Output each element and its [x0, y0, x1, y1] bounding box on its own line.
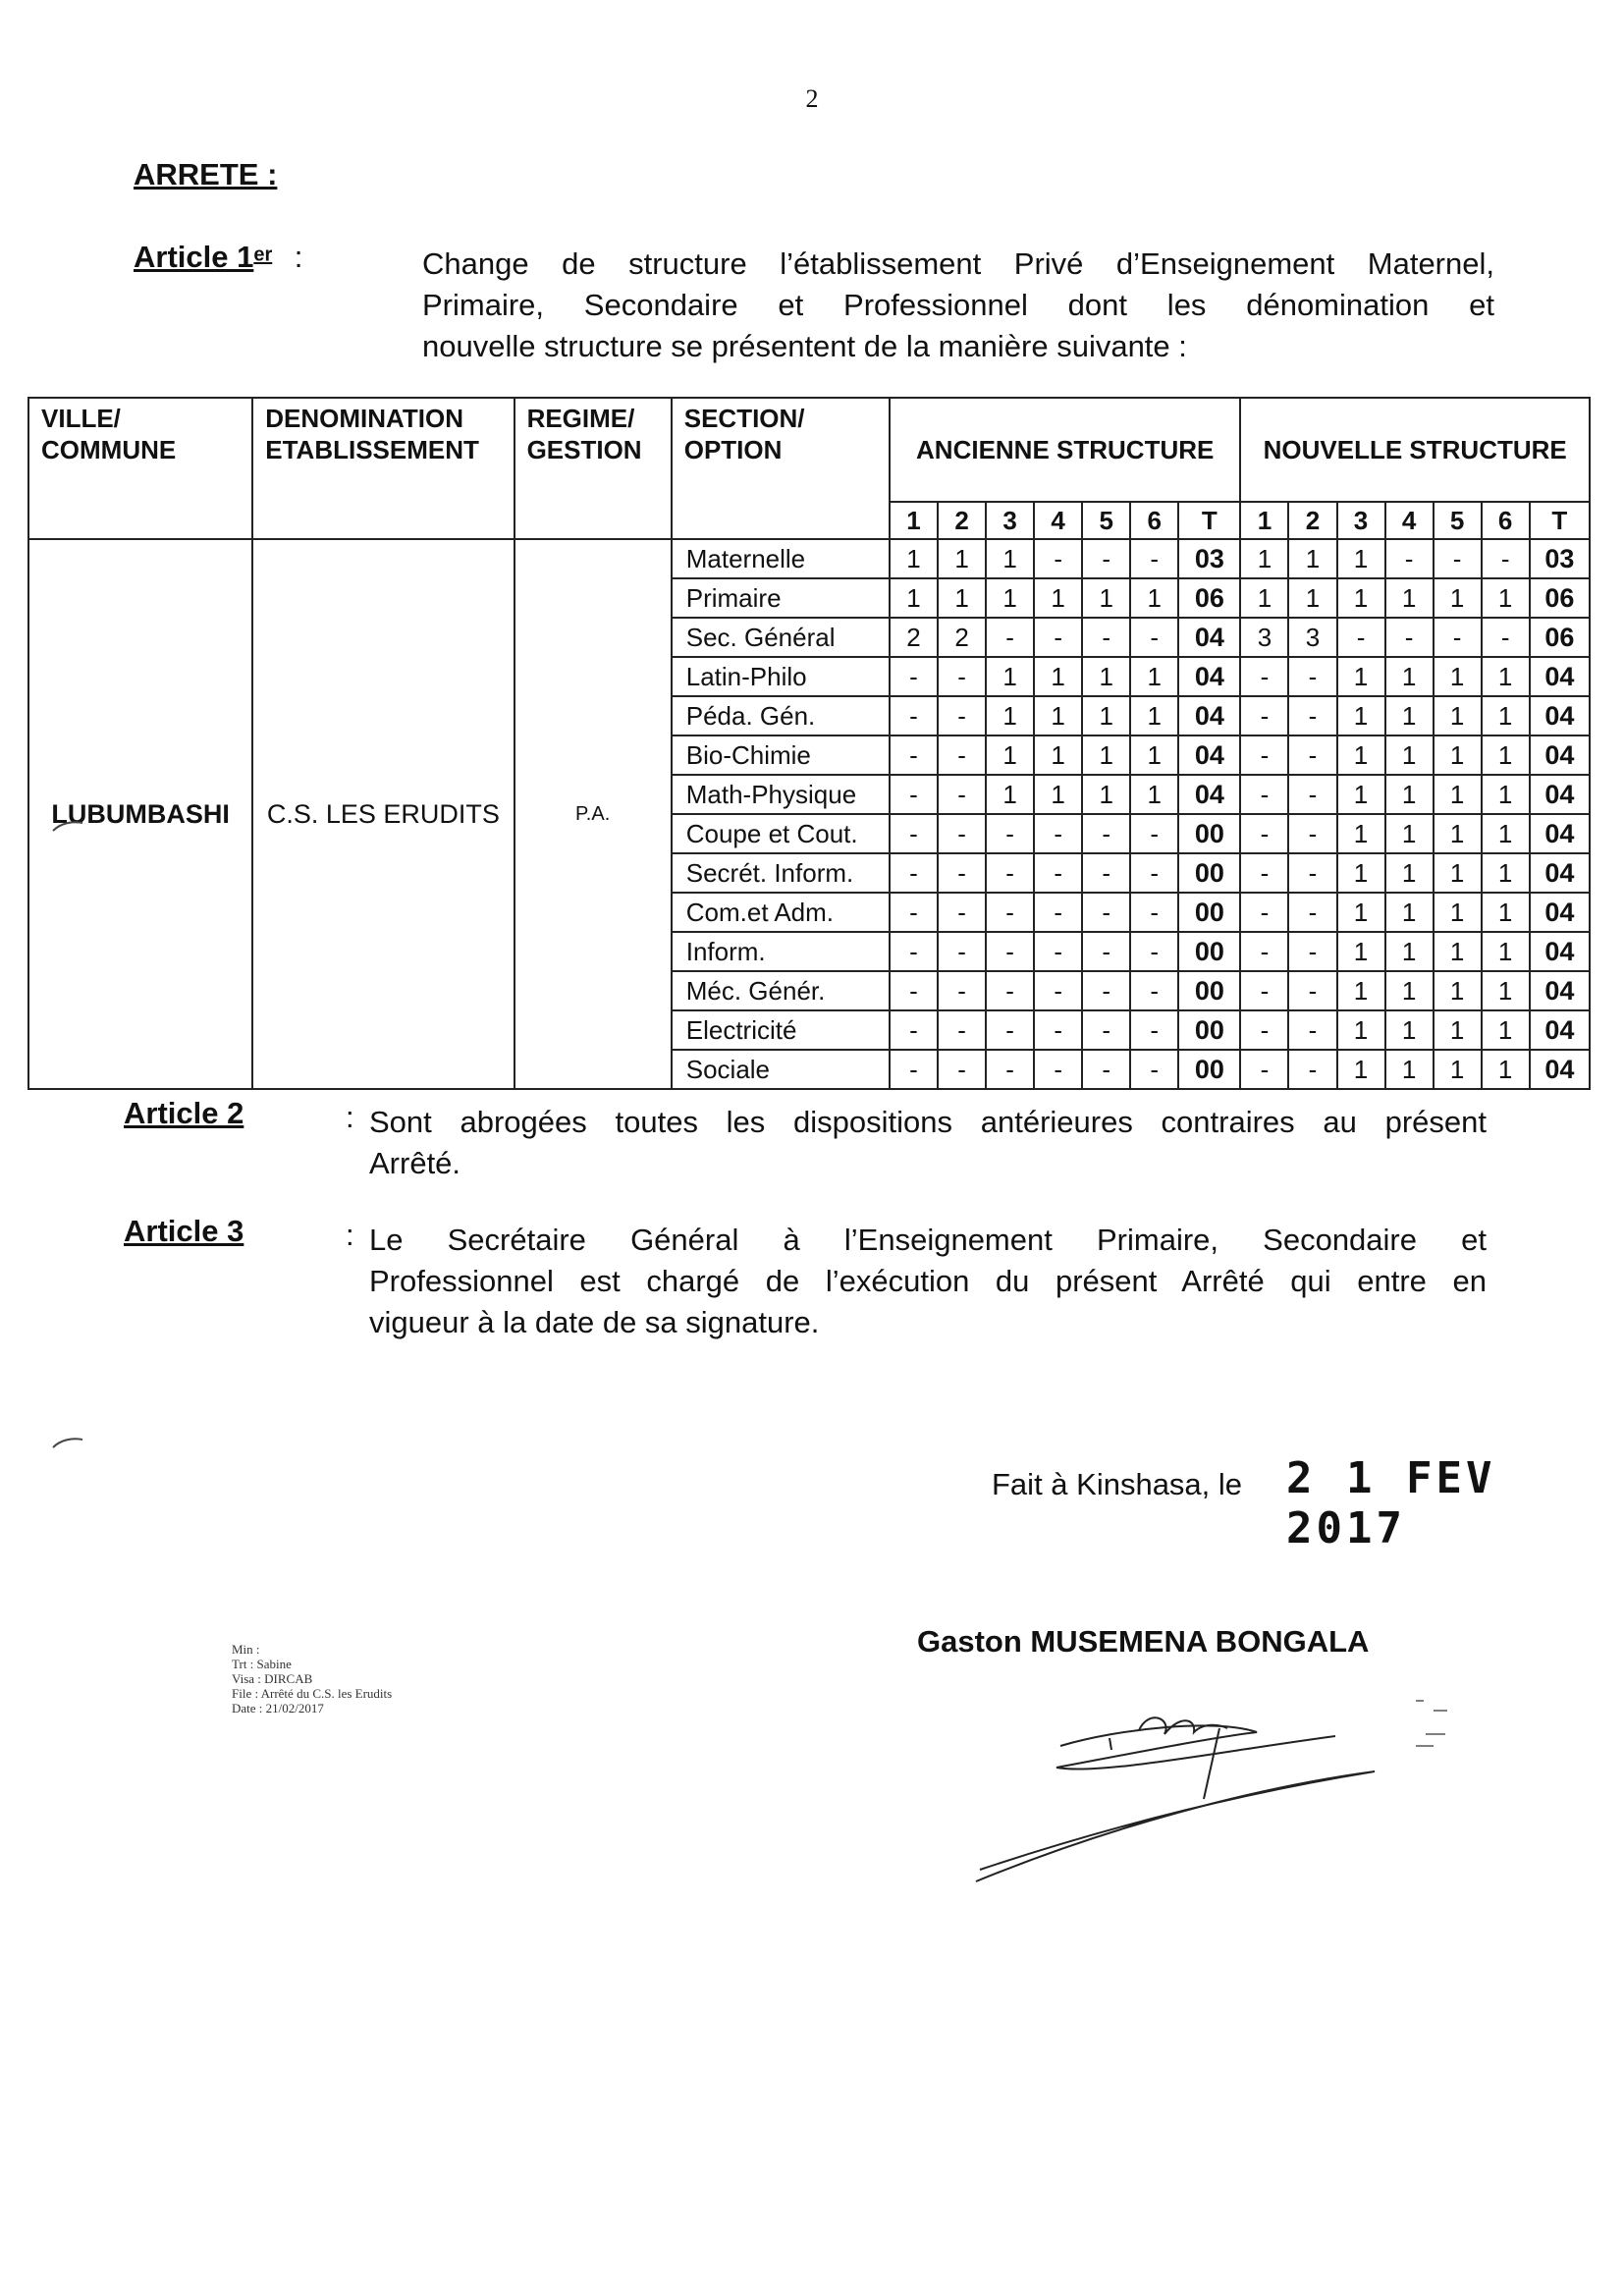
ancienne-total-cell: 04: [1178, 735, 1240, 775]
nouvelle-class-cell: -: [1240, 814, 1288, 853]
ancienne-class-cell: -: [1034, 893, 1082, 932]
article-2-line: Arrêté.: [369, 1146, 461, 1180]
ancienne-class-cell: 1: [986, 696, 1034, 735]
ancienne-class-cell: -: [1034, 539, 1082, 578]
header-denomination: DENOMINATION ETABLISSEMENT: [252, 398, 514, 539]
article-1-text: [422, 244, 1494, 367]
ancienne-class-cell: -: [938, 775, 986, 814]
nouvelle-total-cell: 04: [1530, 696, 1590, 735]
nouvelle-class-cell: 1: [1337, 814, 1385, 853]
ancienne-class-cell: -: [890, 893, 938, 932]
ancienne-class-cell: -: [1034, 1010, 1082, 1050]
nouvelle-class-cell: 1: [1434, 657, 1482, 696]
ville-cell: LUBUMBASHI: [28, 539, 252, 1089]
nouvelle-class-cell: 1: [1434, 1010, 1482, 1050]
nouvelle-class-cell: -: [1288, 775, 1336, 814]
nouvelle-class-cell: 1: [1337, 893, 1385, 932]
class-number-header: 6: [1130, 502, 1178, 539]
nouvelle-class-cell: -: [1288, 853, 1336, 893]
article-1-line: nouvelle structure se présentent de la manière suivante :: [422, 329, 1187, 363]
nouvelle-total-cell: 04: [1530, 932, 1590, 971]
nouvelle-class-cell: -: [1288, 1050, 1336, 1089]
nouvelle-class-cell: 1: [1482, 1050, 1530, 1089]
nouvelle-total-cell: 04: [1530, 1010, 1590, 1050]
ancienne-total-cell: 04: [1178, 696, 1240, 735]
nouvelle-class-cell: 1: [1337, 853, 1385, 893]
nouvelle-total-cell: 04: [1530, 775, 1590, 814]
ancienne-class-cell: -: [1130, 814, 1178, 853]
nouvelle-total-cell: 04: [1530, 1050, 1590, 1089]
nouvelle-class-cell: 1: [1337, 971, 1385, 1010]
nouvelle-class-cell: -: [1288, 735, 1336, 775]
section-cell: Inform.: [672, 932, 890, 971]
nouvelle-class-cell: 1: [1434, 696, 1482, 735]
ancienne-class-cell: -: [986, 1050, 1034, 1089]
signoff-place: Fait à Kinshasa, le: [992, 1467, 1243, 1501]
nouvelle-class-cell: -: [1385, 618, 1434, 657]
nouvelle-class-cell: -: [1240, 853, 1288, 893]
nouvelle-class-cell: 1: [1385, 578, 1434, 618]
article-3-label: Article 3: [124, 1214, 244, 1248]
ancienne-class-cell: 1: [1034, 735, 1082, 775]
ancienne-class-cell: -: [890, 735, 938, 775]
nouvelle-class-cell: -: [1288, 932, 1336, 971]
class-number-header: 2: [938, 502, 986, 539]
nouvelle-class-cell: 1: [1385, 696, 1434, 735]
section-cell: Math-Physique: [672, 775, 890, 814]
article-1-colon: :: [294, 240, 303, 274]
nouvelle-class-cell: 1: [1482, 578, 1530, 618]
class-number-header: 4: [1034, 502, 1082, 539]
nouvelle-class-cell: -: [1482, 618, 1530, 657]
header-regime-gestion: REGIME/ GESTION: [514, 398, 672, 539]
ancienne-class-cell: -: [1130, 1050, 1178, 1089]
ancienne-class-cell: -: [1034, 1050, 1082, 1089]
nouvelle-class-cell: 1: [1482, 893, 1530, 932]
nouvelle-class-cell: 1: [1337, 657, 1385, 696]
ancienne-class-cell: -: [938, 971, 986, 1010]
nouvelle-class-cell: 1: [1385, 775, 1434, 814]
article-3-text: [369, 1220, 1487, 1343]
ancienne-class-cell: 1: [1034, 657, 1082, 696]
ancienne-class-cell: -: [986, 853, 1034, 893]
ancienne-total-cell: 00: [1178, 932, 1240, 971]
class-number-header: T: [1178, 502, 1240, 539]
ancienne-class-cell: -: [1130, 932, 1178, 971]
signatory-name: Gaston MUSEMENA BONGALA: [917, 1624, 1370, 1659]
class-number-header: 5: [1082, 502, 1130, 539]
section-cell: Maternelle: [672, 539, 890, 578]
article-1-superscript: er: [253, 244, 273, 266]
ancienne-class-cell: 1: [1130, 578, 1178, 618]
ancienne-class-cell: 1: [1082, 775, 1130, 814]
ancienne-class-cell: -: [1082, 893, 1130, 932]
ancienne-class-cell: -: [986, 932, 1034, 971]
nouvelle-class-cell: -: [1288, 1010, 1336, 1050]
nouvelle-total-cell: 04: [1530, 971, 1590, 1010]
nouvelle-class-cell: 1: [1337, 735, 1385, 775]
ancienne-class-cell: 1: [986, 735, 1034, 775]
nouvelle-class-cell: 1: [1337, 1050, 1385, 1089]
nouvelle-class-cell: 1: [1385, 1010, 1434, 1050]
denomination-cell: C.S. LES ERUDITS: [252, 539, 514, 1089]
ancienne-class-cell: 1: [890, 578, 938, 618]
class-number-header: 5: [1434, 502, 1482, 539]
ancienne-total-cell: 04: [1178, 618, 1240, 657]
class-number-header: 2: [1288, 502, 1336, 539]
ancienne-class-cell: -: [938, 1010, 986, 1050]
ancienne-class-cell: 1: [890, 539, 938, 578]
article-3-line: vigueur à la date de sa signature.: [369, 1305, 820, 1339]
ancienne-total-cell: 00: [1178, 814, 1240, 853]
ancienne-total-cell: 00: [1178, 853, 1240, 893]
nouvelle-class-cell: -: [1288, 893, 1336, 932]
nouvelle-class-cell: 1: [1482, 853, 1530, 893]
section-cell: Coupe et Cout.: [672, 814, 890, 853]
nouvelle-class-cell: 1: [1337, 1010, 1385, 1050]
section-cell: Primaire: [672, 578, 890, 618]
ancienne-class-cell: 1: [1034, 578, 1082, 618]
ancienne-class-cell: -: [1130, 971, 1178, 1010]
nouvelle-class-cell: -: [1240, 893, 1288, 932]
ancienne-class-cell: -: [1130, 893, 1178, 932]
nouvelle-class-cell: 1: [1337, 578, 1385, 618]
nouvelle-class-cell: 1: [1434, 578, 1482, 618]
nouvelle-class-cell: 1: [1482, 814, 1530, 853]
nouvelle-class-cell: 1: [1482, 696, 1530, 735]
nouvelle-class-cell: 1: [1240, 578, 1288, 618]
ancienne-class-cell: -: [986, 618, 1034, 657]
nouvelle-total-cell: 04: [1530, 735, 1590, 775]
ancienne-total-cell: 00: [1178, 1010, 1240, 1050]
nouvelle-class-cell: 1: [1434, 971, 1482, 1010]
nouvelle-class-cell: -: [1288, 814, 1336, 853]
ancienne-class-cell: 1: [1130, 735, 1178, 775]
ancienne-class-cell: -: [1082, 1050, 1130, 1089]
ancienne-class-cell: -: [1082, 932, 1130, 971]
nouvelle-class-cell: 1: [1385, 853, 1434, 893]
nouvelle-class-cell: 1: [1337, 539, 1385, 578]
ancienne-class-cell: -: [1034, 971, 1082, 1010]
section-cell: Sociale: [672, 1050, 890, 1089]
ancienne-class-cell: -: [890, 775, 938, 814]
ancienne-class-cell: -: [1034, 853, 1082, 893]
section-cell: Bio-Chimie: [672, 735, 890, 775]
ancienne-class-cell: -: [1082, 1010, 1130, 1050]
nouvelle-class-cell: 1: [1385, 893, 1434, 932]
nouvelle-class-cell: 1: [1288, 539, 1336, 578]
ancienne-class-cell: 1: [986, 578, 1034, 618]
ancienne-class-cell: 2: [938, 618, 986, 657]
nouvelle-class-cell: -: [1240, 735, 1288, 775]
ancienne-class-cell: 1: [1082, 578, 1130, 618]
nouvelle-class-cell: 1: [1240, 539, 1288, 578]
scan-mark: [49, 817, 88, 837]
ancienne-class-cell: 1: [1082, 657, 1130, 696]
ancienne-class-cell: -: [1082, 539, 1130, 578]
article-2-line: Sont abrogées toutes les dispositions antérieures contraires au présent: [369, 1105, 1487, 1139]
class-number-header: 3: [986, 502, 1034, 539]
class-number-header: 1: [890, 502, 938, 539]
ancienne-class-cell: 1: [1130, 696, 1178, 735]
article-1-line: Change de structure l’établissement Privé d’Enseignement Maternel,: [422, 246, 1494, 281]
nouvelle-class-cell: 1: [1482, 971, 1530, 1010]
article-3-colon: :: [346, 1218, 354, 1252]
ancienne-class-cell: -: [986, 971, 1034, 1010]
ancienne-class-cell: -: [890, 853, 938, 893]
section-cell: Electricité: [672, 1010, 890, 1050]
nouvelle-class-cell: -: [1288, 696, 1336, 735]
ancienne-class-cell: -: [938, 893, 986, 932]
class-number-header: 1: [1240, 502, 1288, 539]
nouvelle-class-cell: 3: [1288, 618, 1336, 657]
ancienne-class-cell: 1: [1082, 696, 1130, 735]
section-cell: Péda. Gén.: [672, 696, 890, 735]
ancienne-class-cell: -: [986, 1010, 1034, 1050]
article-3-line: Professionnel est chargé de l’exécution du présent Arrêté qui entre en: [369, 1264, 1487, 1298]
nouvelle-class-cell: 1: [1434, 893, 1482, 932]
page-number: 2: [805, 84, 819, 113]
nouvelle-class-cell: 1: [1434, 932, 1482, 971]
nouvelle-total-cell: 06: [1530, 618, 1590, 657]
nouvelle-class-cell: 1: [1482, 932, 1530, 971]
ancienne-class-cell: -: [938, 735, 986, 775]
ancienne-class-cell: -: [1034, 618, 1082, 657]
nouvelle-class-cell: -: [1240, 775, 1288, 814]
table-row: [28, 539, 1590, 578]
nouvelle-class-cell: -: [1434, 539, 1482, 578]
ancienne-class-cell: 1: [1082, 735, 1130, 775]
ancienne-class-cell: -: [938, 1050, 986, 1089]
ancienne-class-cell: -: [1130, 539, 1178, 578]
nouvelle-class-cell: 1: [1337, 932, 1385, 971]
nouvelle-class-cell: 1: [1385, 932, 1434, 971]
nouvelle-class-cell: 1: [1337, 696, 1385, 735]
memo-block: [232, 1642, 392, 1715]
class-number-header: 4: [1385, 502, 1434, 539]
memo-line: Min :: [232, 1642, 260, 1657]
section-cell: Méc. Génér.: [672, 971, 890, 1010]
nouvelle-class-cell: -: [1288, 971, 1336, 1010]
ancienne-class-cell: -: [938, 696, 986, 735]
nouvelle-class-cell: 1: [1385, 1050, 1434, 1089]
section-cell: Secrét. Inform.: [672, 853, 890, 893]
ancienne-total-cell: 06: [1178, 578, 1240, 618]
nouvelle-class-cell: -: [1385, 539, 1434, 578]
ancienne-total-cell: 04: [1178, 775, 1240, 814]
ancienne-total-cell: 04: [1178, 657, 1240, 696]
section-cell: Com.et Adm.: [672, 893, 890, 932]
ancienne-class-cell: -: [1130, 1010, 1178, 1050]
nouvelle-class-cell: -: [1240, 932, 1288, 971]
section-cell: Sec. Général: [672, 618, 890, 657]
ancienne-class-cell: -: [890, 971, 938, 1010]
nouvelle-class-cell: -: [1288, 657, 1336, 696]
nouvelle-total-cell: 06: [1530, 578, 1590, 618]
ancienne-class-cell: -: [1034, 814, 1082, 853]
ancienne-class-cell: -: [986, 893, 1034, 932]
scan-mark: [49, 1434, 88, 1453]
structure-table-body: [28, 539, 1590, 1089]
memo-line: Trt : Sabine: [232, 1657, 292, 1671]
nouvelle-class-cell: 3: [1240, 618, 1288, 657]
header-ancienne-structure: ANCIENNE STRUCTURE: [890, 398, 1240, 502]
ancienne-class-cell: -: [1130, 618, 1178, 657]
nouvelle-class-cell: -: [1240, 657, 1288, 696]
ancienne-class-cell: 1: [1130, 775, 1178, 814]
section-cell: Latin-Philo: [672, 657, 890, 696]
ancienne-class-cell: -: [890, 932, 938, 971]
ancienne-class-cell: 1: [938, 578, 986, 618]
nouvelle-class-cell: 1: [1434, 735, 1482, 775]
ancienne-class-cell: -: [938, 814, 986, 853]
article-1-label-text: Article 1: [134, 240, 254, 274]
nouvelle-class-cell: 1: [1434, 775, 1482, 814]
ancienne-total-cell: 00: [1178, 893, 1240, 932]
nouvelle-total-cell: 03: [1530, 539, 1590, 578]
nouvelle-class-cell: 1: [1385, 657, 1434, 696]
nouvelle-class-cell: 1: [1434, 1050, 1482, 1089]
nouvelle-class-cell: -: [1337, 618, 1385, 657]
nouvelle-class-cell: 1: [1482, 735, 1530, 775]
nouvelle-class-cell: 1: [1288, 578, 1336, 618]
nouvelle-class-cell: -: [1240, 696, 1288, 735]
regime-cell: P.A.: [514, 539, 672, 1089]
nouvelle-total-cell: 04: [1530, 814, 1590, 853]
nouvelle-total-cell: 04: [1530, 657, 1590, 696]
structure-table: [27, 397, 1591, 1090]
ancienne-total-cell: 00: [1178, 1050, 1240, 1089]
nouvelle-class-cell: 1: [1434, 853, 1482, 893]
ancienne-class-cell: 1: [986, 657, 1034, 696]
handwritten-signature: [962, 1689, 1473, 1895]
class-number-header: 3: [1337, 502, 1385, 539]
header-section-option: SECTION/ OPTION: [672, 398, 890, 539]
ancienne-class-cell: 1: [1034, 696, 1082, 735]
ancienne-class-cell: -: [1034, 932, 1082, 971]
nouvelle-class-cell: 1: [1482, 657, 1530, 696]
ancienne-class-cell: 1: [986, 539, 1034, 578]
ancienne-class-cell: -: [938, 932, 986, 971]
ancienne-class-cell: 1: [1130, 657, 1178, 696]
ancienne-class-cell: -: [890, 1010, 938, 1050]
article-1-line: Primaire, Secondaire et Professionnel dont les dénomination et: [422, 288, 1494, 322]
nouvelle-total-cell: 04: [1530, 893, 1590, 932]
article-2-label: Article 2: [124, 1096, 244, 1130]
header-ville-commune: VILLE/ COMMUNE: [28, 398, 252, 539]
nouvelle-class-cell: -: [1240, 1010, 1288, 1050]
ancienne-class-cell: -: [1082, 814, 1130, 853]
memo-line: File : Arrêté du C.S. les Erudits: [232, 1686, 393, 1701]
date-stamp: 2 1 FEV 2017: [1286, 1453, 1496, 1553]
ancienne-class-cell: 2: [890, 618, 938, 657]
class-number-header: T: [1530, 502, 1590, 539]
article-2-text: [369, 1102, 1487, 1184]
nouvelle-class-cell: 1: [1385, 971, 1434, 1010]
ancienne-class-cell: -: [890, 696, 938, 735]
memo-line: Visa : DIRCAB: [232, 1671, 313, 1686]
ancienne-total-cell: 00: [1178, 971, 1240, 1010]
article-1-label: [134, 240, 302, 275]
decree-heading: ARRETE :: [134, 157, 278, 191]
article-3-line: Le Secrétaire Général à l’Enseignement Primaire, Secondaire et: [369, 1223, 1487, 1257]
ancienne-class-cell: 1: [986, 775, 1034, 814]
nouvelle-class-cell: 1: [1482, 1010, 1530, 1050]
class-number-header: 6: [1482, 502, 1530, 539]
nouvelle-class-cell: -: [1482, 539, 1530, 578]
nouvelle-class-cell: -: [1434, 618, 1482, 657]
ancienne-class-cell: -: [890, 814, 938, 853]
ancienne-class-cell: 1: [938, 539, 986, 578]
ancienne-total-cell: 03: [1178, 539, 1240, 578]
ancienne-class-cell: -: [890, 657, 938, 696]
ancienne-class-cell: -: [1082, 971, 1130, 1010]
ancienne-class-cell: 1: [1034, 775, 1082, 814]
nouvelle-class-cell: 1: [1337, 775, 1385, 814]
ancienne-class-cell: -: [938, 853, 986, 893]
ancienne-class-cell: -: [1082, 618, 1130, 657]
nouvelle-class-cell: 1: [1434, 814, 1482, 853]
ancienne-class-cell: -: [1130, 853, 1178, 893]
nouvelle-class-cell: 1: [1385, 814, 1434, 853]
header-nouvelle-structure: NOUVELLE STRUCTURE: [1240, 398, 1590, 502]
ancienne-class-cell: -: [890, 1050, 938, 1089]
nouvelle-class-cell: 1: [1482, 775, 1530, 814]
ancienne-class-cell: -: [986, 814, 1034, 853]
nouvelle-total-cell: 04: [1530, 853, 1590, 893]
nouvelle-class-cell: 1: [1385, 735, 1434, 775]
memo-line: Date : 21/02/2017: [232, 1701, 324, 1715]
article-2-colon: :: [346, 1100, 354, 1134]
ancienne-class-cell: -: [1082, 853, 1130, 893]
nouvelle-class-cell: -: [1240, 1050, 1288, 1089]
nouvelle-class-cell: -: [1240, 971, 1288, 1010]
ancienne-class-cell: -: [938, 657, 986, 696]
